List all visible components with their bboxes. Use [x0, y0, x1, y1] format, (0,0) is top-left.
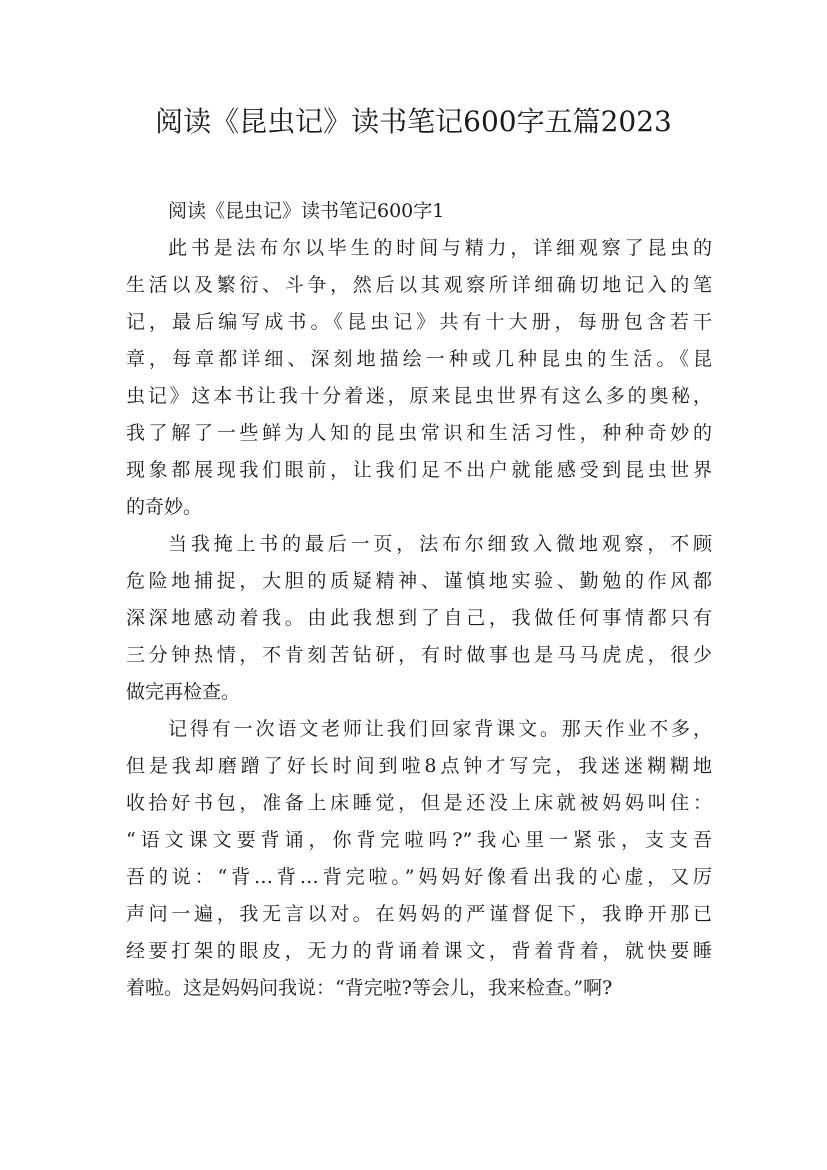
text-line: 记，最后编写成书。《昆虫记》共有十大册，每册包含若干	[126, 311, 712, 333]
document-body	[126, 193, 712, 1007]
text-line: 做完再检查。	[126, 681, 241, 703]
text-line: 此书是法布尔以毕生的时间与精力，详细观察了昆虫的	[168, 237, 712, 259]
paragraph-2	[126, 526, 712, 711]
text-line: 危险地捕捉，大胆的质疑精神、谨慎地实验、勤勉的作风都	[126, 570, 712, 592]
text-line: 生活以及繁衍、斗争，然后以其观察所详细确切地记入的笔	[126, 274, 712, 296]
text-line: 吾的说：“背…背…背完啦。”妈妈好像看出我的心虚，又厉	[126, 866, 712, 888]
text-line: 声问一遍，我无言以对。在妈妈的严谨督促下，我睁开那已	[126, 903, 712, 925]
text-line: 章，每章都详细、深刻地描绘一种或几种昆虫的生活。《昆	[126, 348, 712, 370]
paragraph-1	[126, 230, 712, 526]
text-line: 的奇妙。	[126, 496, 203, 518]
text-line: 但是我却磨蹭了好长时间到啦8点钟才写完，我迷迷糊糊地	[126, 755, 712, 777]
text-line: 着啦。这是妈妈问我说：“背完啦?等会儿，我来检查。”啊?	[126, 977, 613, 999]
document-title: 阅读《昆虫记》读书笔记600字五篇2023	[155, 105, 672, 138]
text-line: 当我掩上书的最后一页，法布尔细致入微地观察，不顾	[168, 533, 712, 555]
text-line: 收拾好书包，准备上床睡觉，但是还没上床就被妈妈叫住：	[126, 792, 712, 814]
section-subtitle: 阅读《昆虫记》读书笔记600字1	[168, 200, 445, 222]
text-line: 三分钟热情，不肯刻苦钻研，有时做事也是马马虎虎，很少	[126, 644, 712, 666]
text-line: 记得有一次语文老师让我们回家背课文。那天作业不多，	[168, 718, 712, 740]
text-line: 我了解了一些鲜为人知的昆虫常识和生活习性，种种奇妙的	[126, 422, 712, 444]
text-line: 现象都展现我们眼前，让我们足不出户就能感受到昆虫世界	[126, 459, 712, 481]
text-line: 经要打架的眼皮，无力的背诵着课文，背着背着，就快要睡	[126, 940, 712, 962]
text-line: 虫记》这本书让我十分着迷，原来昆虫世界有这么多的奥秘，	[126, 385, 712, 407]
text-line: “语文课文要背诵，你背完啦吗?”我心里一紧张，支支吾	[126, 829, 712, 851]
paragraph-3	[126, 711, 712, 1007]
text-line: 深深地感动着我。由此我想到了自己，我做任何事情都只有	[126, 607, 712, 629]
